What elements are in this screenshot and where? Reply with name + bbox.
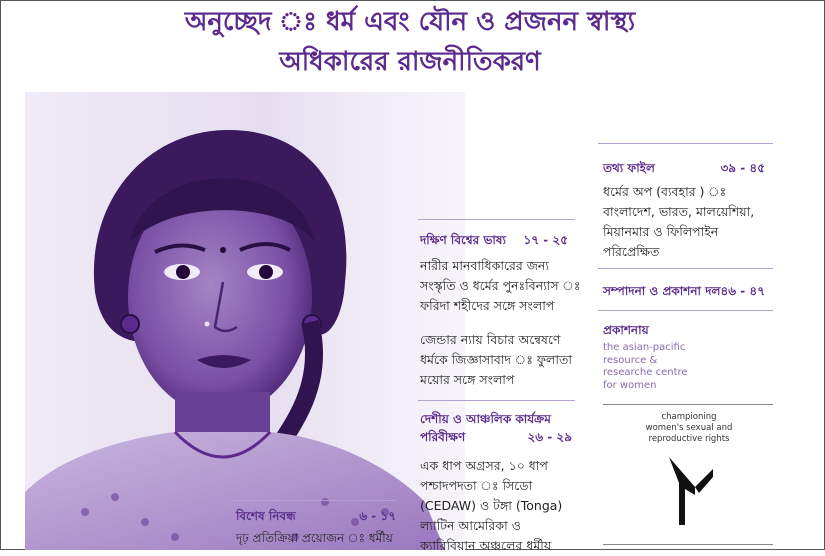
editorial-pages: ৪৬ - ৪৭ [720,284,765,298]
text-line: পশ্চাদপদতা ঃ সিডো [420,478,533,493]
feature-heading [236,508,396,528]
text-line: (CEDAW) ও টঙ্গা (Tonga) [420,498,563,513]
section2-text [420,456,562,556]
slogan-rule [603,404,773,405]
section2-title-row [420,428,572,446]
text-line: এক ধাপ অগ্রসর, ১০ ধাপ [420,458,548,473]
page-title-line-1: অনুচ্ছেদ ঃ ধর্ম এবং যৌন ও প্রজনন স্বাস্থ্য [184,7,636,37]
text-line: পরিপ্রেক্ষিত [603,244,660,259]
section1-item-2 [420,330,572,390]
page-title-line-2: অধিকারের রাজনীতিকরণ [279,47,541,77]
feature-text: দৃঢ় প্রতিক্রিয়া প্রয়োজন ঃ ধর্মীয় [236,531,393,545]
editorial-rule [598,268,773,269]
section1-heading [420,232,568,252]
publisher-line: for women [603,379,657,391]
section2-title-line-2: পরিবীক্ষণ [420,430,466,444]
bottom-rule [603,544,773,545]
slogan-line: reproductive rights [648,434,730,444]
cover-photo [25,92,465,550]
text-line: বাংলাদেশ, ভারত, মালয়েশিয়া, [603,204,755,219]
section1-rule [418,219,575,220]
text-line: জেন্ডার ন্যায় বিচার অন্বেষণে [420,332,561,347]
publisher-line: resource & [603,354,658,366]
text-line: ল্যাটিন আমেরিকা ও [420,518,521,533]
publisher-line: the asian-pacific [603,342,686,353]
publisher-rule [598,310,773,311]
slogan [610,412,768,445]
slogan-line: women's sexual and [645,423,733,433]
factfile-rule [598,143,773,144]
arrow-logo-icon [665,455,717,527]
text-line: নারীর মানবাধিকারের জন্য [420,258,549,273]
feature-pages: ৬ - ১৭ [359,509,396,523]
section1-item-1 [420,256,581,316]
editorial-title: সম্পাদনা ও প্রকাশনা দল [603,284,721,298]
portrait-illustration [25,92,465,550]
text-line: ফরিদা শহীদের সঙ্গে সংলাপ [420,298,555,313]
text-line: ক্যারিবিয়ান অঞ্চলের ধর্মীয় [420,538,552,553]
section2-heading [420,410,572,446]
section2-title-line-1: দেশীয় ও আঞ্চলিক কার্যক্রম [420,412,551,426]
section1-pages: ১৭ - ২৫ [523,233,568,247]
text-line: মিয়ানমার ও ফিলিপাইন [603,224,719,239]
factfile-pages: ৩৯ - ৪৫ [720,161,765,175]
section2-pages: ২৬ - ২৯ [527,430,572,444]
feature-rule [233,500,395,501]
editorial-heading [603,283,765,303]
feature-title: বিশেষ নিবন্ধ [236,509,296,523]
text-line: ধর্মের অপ (ব্যবহার ) ঃ [603,184,727,199]
publisher-line: researche centre [603,367,688,378]
section2-rule [418,400,575,401]
factfile-text [603,182,754,262]
publisher-heading: প্রকাশনায় [603,323,649,337]
text-line: ময়োর সঙ্গে সংলাপ [420,372,515,387]
slogan-line: championing [661,412,717,422]
publisher-name [603,342,688,392]
text-line: ধর্মকে জিজ্ঞাসাবাদ ঃ ফুলাতা [420,352,572,367]
text-line: সংস্কৃতি ও ধর্মের পুনঃবিন্যাস ঃ [420,278,581,293]
factfile-heading [603,160,765,180]
factfile-title: তথ্য ফাইল [603,161,655,175]
section1-title: দক্ষিণ বিশ্বের ভাষ্য [420,233,506,247]
